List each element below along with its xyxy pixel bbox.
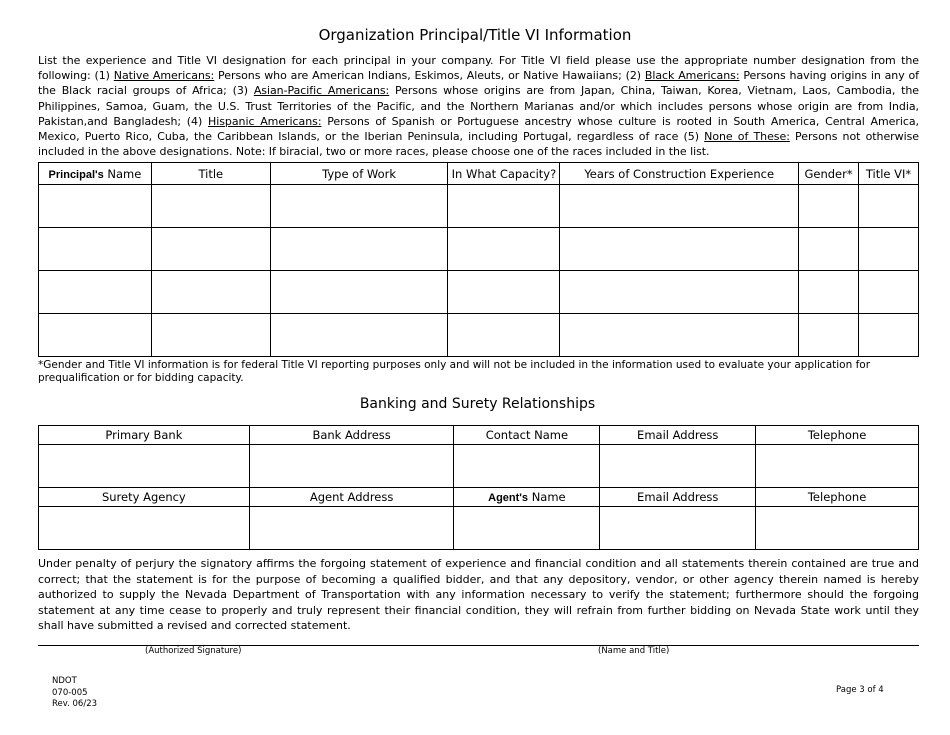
cell-input[interactable]	[39, 507, 250, 550]
name-and-title-label: (Name and Title)	[598, 646, 670, 656]
table-row	[39, 314, 919, 357]
page-title: Organization Principal/Title VI Information	[318, 26, 632, 44]
cell-input[interactable]	[560, 228, 799, 271]
col-primary-bank: Primary Bank	[39, 426, 250, 445]
table-row	[39, 507, 919, 550]
cell-input[interactable]	[270, 185, 448, 228]
cell-input[interactable]	[859, 185, 919, 228]
cell-input[interactable]	[39, 185, 152, 228]
cell-input[interactable]	[448, 185, 560, 228]
cell-input[interactable]	[270, 271, 448, 314]
table-row	[39, 228, 919, 271]
table-row	[39, 445, 919, 488]
cell-input[interactable]	[799, 314, 859, 357]
black-americans-label: Black Americans:	[644, 69, 740, 83]
cell-input[interactable]	[454, 507, 600, 550]
table-row	[39, 271, 919, 314]
cell-input[interactable]	[454, 445, 600, 488]
bank-header-row	[39, 426, 919, 445]
col-title-vi: Title VI*	[859, 163, 919, 185]
banking-table	[38, 425, 919, 550]
col-gender: Gender*	[799, 163, 859, 185]
revision-date: Rev. 06/23	[52, 699, 98, 709]
cell-input[interactable]	[859, 271, 919, 314]
instructions-paragraph: List the experience and Title VI designation for each principal in your company. For Title VI field please use the appropriate number designation from the following: (1) Native Americans: Persons who are American Indians, Eskimos, Aleuts, or Native Hawaiians; (2) Black Americans: Persons having origins in any of the Black racial groups of Africa; (3) Asian-Pacific Americans: Persons whose origins are from Japan, China, Taiwan, Korea, Vietnam, Laos, Cambodia, the Philippines, Samoa, Guam, the U.S. Trust Territories of the Pacific, and the Northern Marianas and/or which includes persons whose origin are from India, Pakistan,and Bangladesh; (4) Hispanic Americans: Persons of Spanish or Portuguese ancestry whose culture is rooted in South America, Central America, Mexico, Puerto Rico, Cuba, the Caribbean Islands, or the Iberian Peninsula, including Portugal, regardless of race (5) None of These: Persons not otherwise included in the above designations. Note: If biracial, two or more races, please choose one of the races included in the list.	[38, 54, 920, 159]
col-contact-name: Contact Name	[454, 426, 600, 445]
title-vi-footnote: *Gender and Title VI information is for federal Title VI reporting purposes only and will not be included in the information used to evaluate your application for prequalification or for bidding capacity.	[38, 359, 871, 384]
col-agent-address: Agent Address	[249, 488, 454, 507]
cell-input[interactable]	[151, 185, 270, 228]
cell-input[interactable]	[560, 271, 799, 314]
banking-section-title: Banking and Surety Relationships	[359, 396, 596, 412]
cell-input[interactable]	[39, 314, 152, 357]
cell-input[interactable]	[151, 228, 270, 271]
cell-input[interactable]	[249, 507, 454, 550]
cell-input[interactable]	[799, 185, 859, 228]
col-agent-email: Email Address	[600, 488, 756, 507]
hispanic-americans-label: Hispanic Americans:	[207, 114, 322, 128]
cell-input[interactable]	[859, 314, 919, 357]
col-agent-name: Agent's Name	[454, 488, 600, 507]
cell-input[interactable]	[448, 271, 560, 314]
asian-pacific-americans-label: Asian-Pacific Americans:	[253, 84, 390, 98]
agency-name: NDOT	[52, 676, 77, 686]
cell-input[interactable]	[799, 228, 859, 271]
cell-input[interactable]	[600, 507, 756, 550]
cell-input[interactable]	[39, 445, 250, 488]
cell-input[interactable]	[151, 314, 270, 357]
cell-input[interactable]	[600, 445, 756, 488]
cell-input[interactable]	[448, 228, 560, 271]
col-years-experience: Years of Construction Experience	[560, 163, 799, 185]
table-row	[39, 185, 919, 228]
native-americans-label: Native Americans:	[113, 69, 215, 83]
cell-input[interactable]	[151, 271, 270, 314]
table-header-row	[39, 163, 919, 185]
none-of-these-label: None of These:	[704, 130, 790, 144]
cell-input[interactable]	[270, 228, 448, 271]
col-principal-name: Principal's Name	[39, 163, 152, 185]
cell-input[interactable]	[560, 185, 799, 228]
col-title: Title	[151, 163, 270, 185]
cell-input[interactable]	[39, 271, 152, 314]
form-identifier	[52, 676, 97, 711]
cell-input[interactable]	[756, 445, 919, 488]
page-number: Page 3 of 4	[836, 685, 884, 695]
cell-input[interactable]	[756, 507, 919, 550]
authorized-signature-label: (Authorized Signature)	[145, 646, 242, 656]
surety-header-row	[39, 488, 919, 507]
cell-input[interactable]	[448, 314, 560, 357]
form-number: 070-005	[52, 687, 88, 698]
col-agent-telephone: Telephone	[756, 488, 919, 507]
col-capacity: In What Capacity?	[448, 163, 560, 185]
col-bank-telephone: Telephone	[756, 426, 919, 445]
cell-input[interactable]	[799, 271, 859, 314]
cell-input[interactable]	[859, 228, 919, 271]
col-bank-address: Bank Address	[249, 426, 454, 445]
cell-input[interactable]	[249, 445, 454, 488]
cell-input[interactable]	[270, 314, 448, 357]
col-type-of-work: Type of Work	[270, 163, 448, 185]
col-surety-agency: Surety Agency	[39, 488, 250, 507]
cell-input[interactable]	[39, 228, 152, 271]
col-bank-email: Email Address	[600, 426, 756, 445]
principal-table	[38, 162, 919, 357]
perjury-statement: Under penalty of perjury the signatory affirms the forgoing statement of experience and financial condition and all statements therein contained are true and correct; that the statement is for the purpose of becoming a qualified bidder, and that any depository, vendor, or other agency therein named is hereby authorized to supply the Nevada Department of Transportation with any information necessary to verify the statement; furthermore should the forgoing statement at any time cease to properly and truly represent their financial condition, they will refrain from further bidding on Nevada State work until they shall have submitted a revised and corrected statement.	[38, 557, 919, 632]
cell-input[interactable]	[560, 314, 799, 357]
